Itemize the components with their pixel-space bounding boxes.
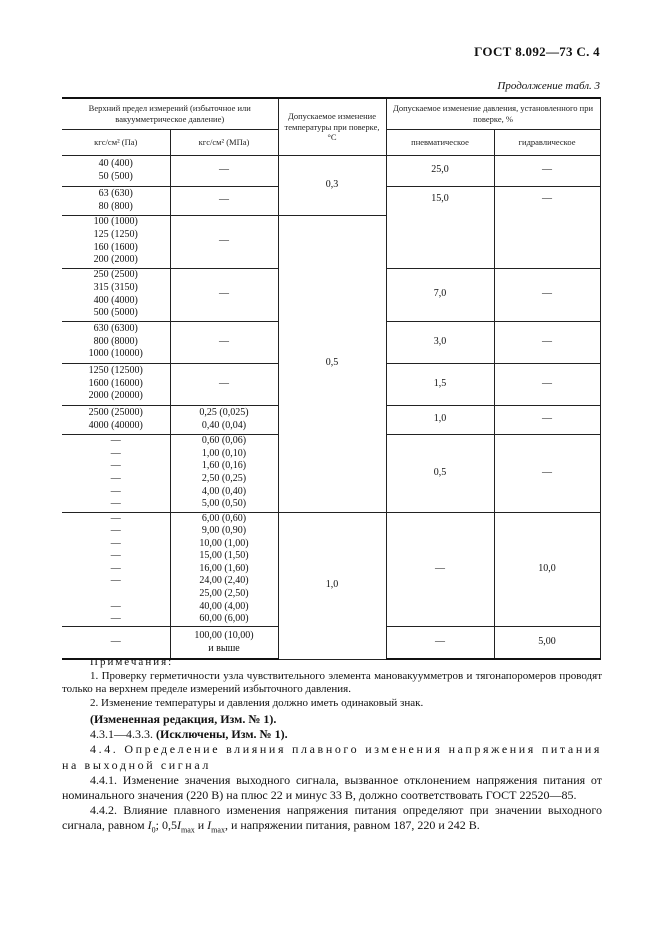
note-item-1: 1. Проверку герметичности узла чувствительного элемента мановакуумметров и тягонапоромеров проводят только на верхнем пределе измерений избыточного давления. bbox=[62, 669, 602, 695]
cell-kgf-mpa: 100,00 (10,00) и выше bbox=[170, 626, 278, 659]
cell-kgf-pa: 250 (2500) 315 (3150) 400 (4000) 500 (5000) bbox=[62, 268, 170, 321]
cell-hydraulic: 5,00 bbox=[494, 626, 600, 659]
cell-temp: 1,0 bbox=[278, 512, 386, 659]
cell-kgf-pa: 630 (6300) 800 (8000) 1000 (10000) bbox=[62, 321, 170, 363]
cell-hydraulic: — bbox=[494, 268, 600, 321]
cell-temp: 0,5 bbox=[278, 215, 386, 512]
cell-kgf-mpa: — bbox=[170, 321, 278, 363]
header-pressure-change: Допускаемое изменение давления, установленного при поверке, % bbox=[386, 98, 600, 129]
cell-pneumatic: — bbox=[386, 512, 494, 626]
cell-temp: 0,3 bbox=[278, 155, 386, 215]
cell-hydraulic: — bbox=[494, 405, 600, 434]
header-pneumatic: пневматическое bbox=[386, 129, 494, 155]
cell-kgf-pa: 63 (630) 80 (800) bbox=[62, 186, 170, 215]
cell-hydraulic: — bbox=[494, 363, 600, 405]
cell-hydraulic: 10,0 bbox=[494, 512, 600, 626]
table-row bbox=[62, 512, 600, 626]
header-temp-change: Допускаемое изменение температуры при поверке, °С bbox=[278, 98, 386, 155]
cell-kgf-pa: 40 (400) 50 (500) bbox=[62, 155, 170, 186]
tolerance-table bbox=[62, 97, 601, 660]
section-4-4-1: 4.4.1. Изменение значения выходного сигнала, вызванное отклонением напряжения питания от номинального значения (220 В) на плюс 22 и минус 33 В, должно соответствовать ГОСТ 22520—85. bbox=[62, 772, 602, 803]
header-kgf-mpa: кгс/см² (МПа) bbox=[170, 129, 278, 155]
page-header: ГОСТ 8.092—73 С. 4 bbox=[474, 44, 600, 59]
cell-hydraulic: — bbox=[494, 321, 600, 363]
excluded-note: 4.3.1—4.3.3. (Исключены, Изм. № 1). bbox=[90, 727, 288, 742]
header-hydraulic: гидравлическое bbox=[494, 129, 600, 155]
cell-kgf-pa: — — — — — — bbox=[62, 434, 170, 512]
notes-title: Примечания: bbox=[90, 656, 174, 668]
cell-kgf-mpa: 0,25 (0,025) 0,40 (0,04) bbox=[170, 405, 278, 434]
cell-kgf-pa: — bbox=[62, 626, 170, 659]
header-row-1 bbox=[62, 98, 600, 129]
cell-hydraulic: — bbox=[494, 186, 600, 268]
cell-pneumatic: 1,5 bbox=[386, 363, 494, 405]
cell-pneumatic: 3,0 bbox=[386, 321, 494, 363]
cell-pneumatic: 15,0 bbox=[386, 186, 494, 268]
cell-pneumatic: 25,0 bbox=[386, 155, 494, 186]
cell-kgf-pa: — — — — — — — — bbox=[62, 512, 170, 626]
cell-kgf-pa: 100 (1000) 125 (1250) 160 (1600) 200 (2000) bbox=[62, 215, 170, 268]
cell-hydraulic: — bbox=[494, 155, 600, 186]
cell-kgf-mpa: — bbox=[170, 268, 278, 321]
body-text bbox=[62, 712, 602, 838]
table-row bbox=[62, 155, 600, 186]
note-item-2: 2. Изменение температуры и давления должно иметь одинаковый знак. bbox=[90, 696, 424, 709]
cell-pneumatic: 7,0 bbox=[386, 268, 494, 321]
cell-pneumatic: 0,5 bbox=[386, 434, 494, 512]
table-continuation-label: Продолжение табл. 3 bbox=[497, 80, 600, 92]
cell-hydraulic: — bbox=[494, 434, 600, 512]
header-kgf-pa: кгс/см² (Па) bbox=[62, 129, 170, 155]
cell-kgf-pa: 1250 (12500) 1600 (16000) 2000 (20000) bbox=[62, 363, 170, 405]
cell-kgf-mpa: — bbox=[170, 155, 278, 186]
cell-pneumatic: 1,0 bbox=[386, 405, 494, 434]
section-4-4-2: 4.4.2. Влияние плавного изменения напряжения питания определяют при значении выходного сигнала, равном $I_0$; $0,5I_{max}$ и $I_{max}$, и напряжении питания, равном 187, 220 и 242 В. bbox=[62, 803, 602, 835]
cell-kgf-mpa: 0,60 (0,06) 1,00 (0,10) 1,60 (0,16) 2,50 (0,25) 4,00 (0,40) 5,00 (0,50) bbox=[170, 434, 278, 512]
cell-kgf-mpa: 6,00 (0,60) 9,00 (0,90) 10,00 (1,00) 15,00 (1,50) 16,00 (1,60) 24,00 (2,40) 25,00 (2,50) 40,00 (4,00) 60,00 (6,00) bbox=[170, 512, 278, 626]
table-notes bbox=[62, 656, 602, 710]
header-upper-limit: Верхний предел измерений (избыточное или вакуумметрическое давление) bbox=[62, 98, 278, 129]
section-4-4: 4.4. Определение влияния плавного изменения напряжения питания на выходной сигнал bbox=[62, 742, 602, 772]
cell-pneumatic: — bbox=[386, 626, 494, 659]
cell-kgf-mpa: — bbox=[170, 215, 278, 268]
cell-kgf-mpa: — bbox=[170, 363, 278, 405]
edition-note: (Измененная редакция, Изм. № 1). bbox=[90, 712, 277, 726]
cell-kgf-pa: 2500 (25000) 4000 (40000) bbox=[62, 405, 170, 434]
cell-kgf-mpa: — bbox=[170, 186, 278, 215]
